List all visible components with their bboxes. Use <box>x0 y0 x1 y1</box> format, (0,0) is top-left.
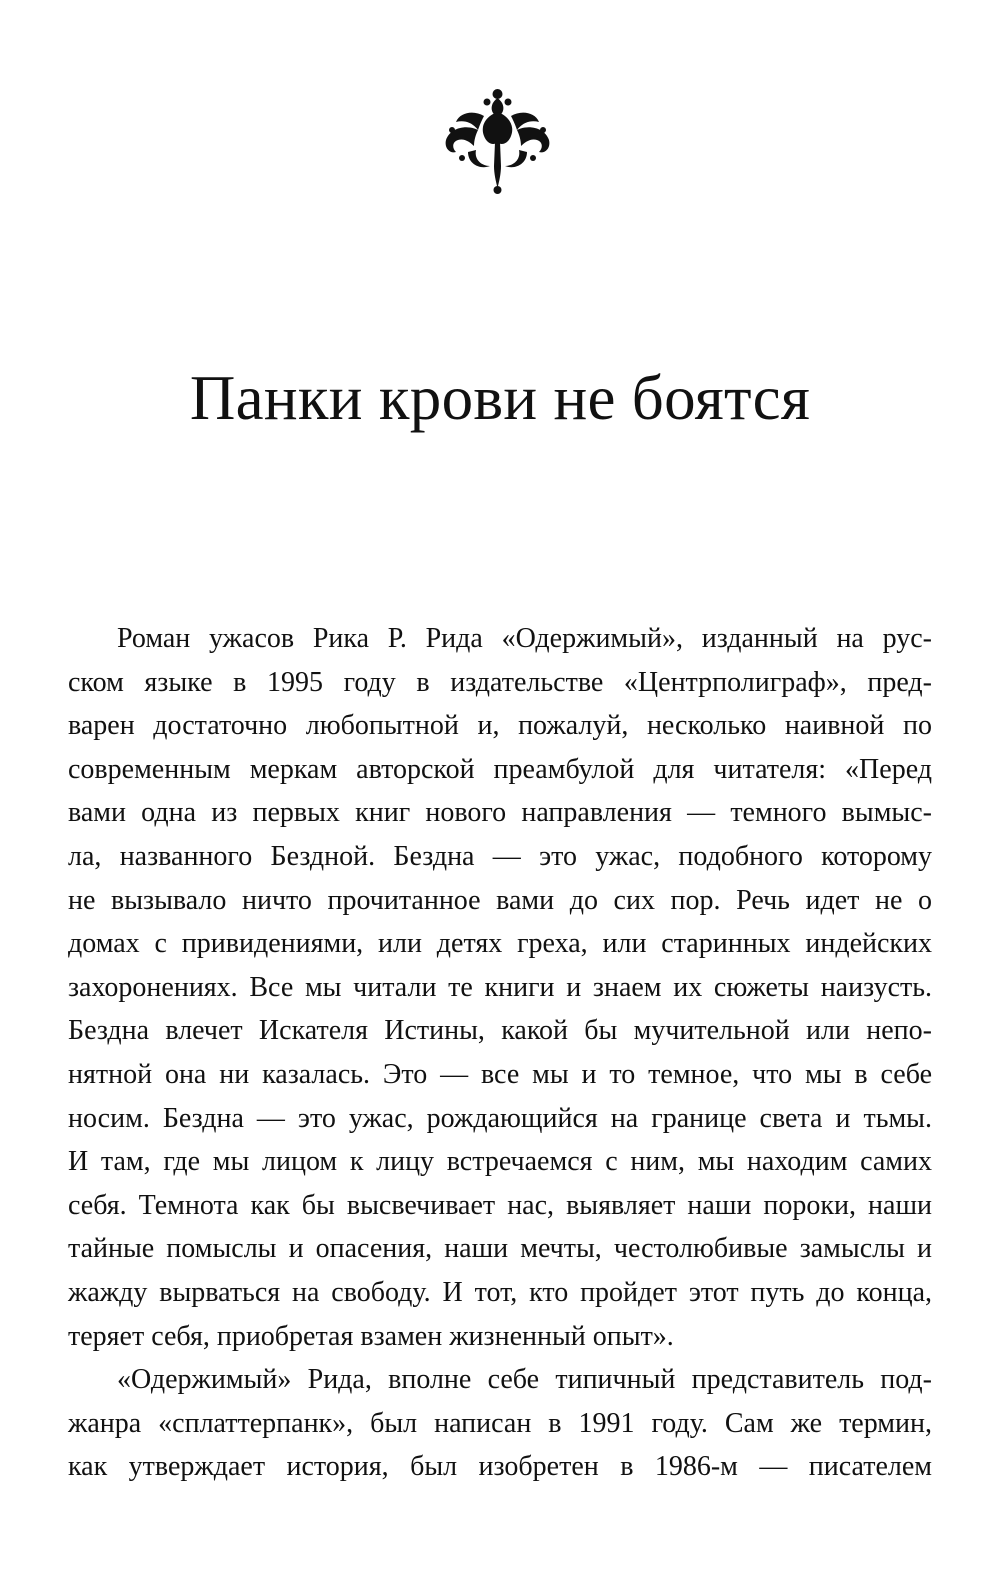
paragraph <box>68 1358 932 1489</box>
text-line: домах с привидениями, или детях греха, или старинных индейских <box>68 928 932 960</box>
text-line: вами одна из первых книг нового направления — темного вымыс- <box>68 797 932 829</box>
text-line: Роман ужасов Рика Р. Рида «Одержимый», изданный на рус- <box>117 623 932 654</box>
chapter-title: Панки крови не боятся <box>189 363 811 433</box>
text-line: Бездна влечет Искателя Истины, какой бы мучительной или непо- <box>68 1015 932 1047</box>
paragraph <box>68 617 932 1358</box>
text-line: ском языке в 1995 году в издательстве «Центрполиграф», пред- <box>68 666 932 698</box>
text-line: жажду вырваться на свободу. И тот, кто пройдет этот путь до конца, <box>68 1276 932 1308</box>
floral-ornament-icon <box>440 86 555 196</box>
text-line: теряет себя, приобретая взамен жизненный опыт». <box>68 1320 674 1352</box>
text-line: как утверждает история, был изобретен в 1986-м — писателем <box>68 1451 932 1483</box>
text-line: носим. Бездна — это ужас, рождающийся на границе света и тьмы. <box>68 1102 932 1134</box>
text-line: не вызывало ничто прочитанное вами до сих пор. Речь идет не о <box>68 884 932 916</box>
text-line: «Одержимый» Рида, вполне себе типичный представитель под- <box>117 1364 932 1396</box>
text-line: современным меркам авторской преамбулой для читателя: «Перед <box>68 753 932 785</box>
body-text <box>68 617 932 1489</box>
text-line: нятной она ни казалась. Это — все мы и то темное, что мы в себе <box>68 1058 932 1090</box>
text-line: захоронениях. Все мы читали те книги и знаем их сюжеты наизусть. <box>68 971 932 1003</box>
text-line: тайные помыслы и опасения, наши мечты, честолюбивые замыслы и <box>68 1233 932 1265</box>
text-line: жанра «сплаттерпанк», был написан в 1991 году. Сам же термин, <box>68 1407 932 1439</box>
text-line: ла, названного Бездной. Бездна — это ужас, подобного которому <box>68 840 932 872</box>
text-line: И там, где мы лицом к лицу встречаемся с ним, мы находим самих <box>68 1146 932 1178</box>
text-line: варен достаточно любопытной и, пожалуй, несколько наивной по <box>68 710 932 742</box>
text-line: себя. Темнота как бы высвечивает нас, выявляет наши пороки, наши <box>68 1189 932 1221</box>
